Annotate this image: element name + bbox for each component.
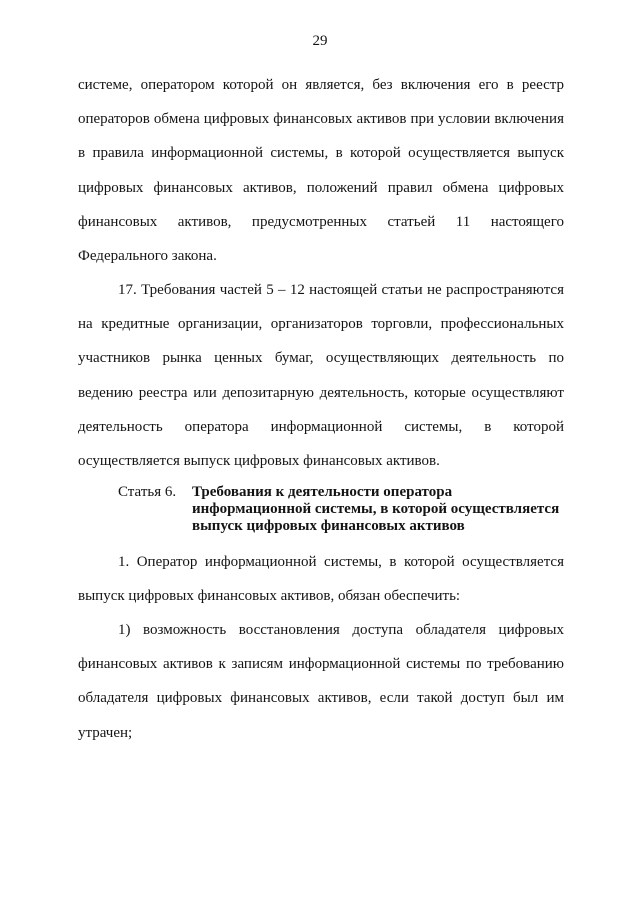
article-title-line: Требования к деятельности оператора (192, 484, 453, 500)
text-line: 1. Оператор информационной системы, в которой осуществляется (118, 554, 564, 570)
text-line: выпуск цифровых финансовых активов, обязан обеспечить: (78, 588, 461, 605)
article-label: Статья 6. (118, 484, 177, 500)
text-line: на кредитные организации, организаторов торговли, профессиональных (78, 316, 564, 333)
text-line: обладателя цифровых финансовых активов, если такой доступ был им (78, 690, 564, 707)
text-line: в правила информационной системы, в которой осуществляется выпуск (78, 145, 564, 162)
text-line: деятельность оператора информационной системы, в которой (78, 418, 564, 435)
page-number: 29 (312, 33, 328, 49)
text-line: операторов обмена цифровых финансовых активов при условии включения (78, 111, 564, 128)
paragraph-continuation (78, 68, 564, 273)
text-line: утрачен; (78, 724, 133, 741)
text-line: 17. Требования частей 5 – 12 настоящей статьи не распространяются (118, 282, 564, 298)
article-title-line: информационной системы, в которой осуществляется (192, 501, 560, 517)
paragraph-item-17 (78, 273, 564, 478)
text-line: 1) возможность восстановления доступа обладателя цифровых (118, 622, 564, 638)
text-line: осуществляется выпуск цифровых финансовых активов. (78, 453, 440, 470)
text-line: Федерального закона. (78, 248, 217, 265)
text-line: финансовых активов к записям информационной системы по требованию (78, 656, 564, 673)
text-line: системе, оператором которой он является, без включения его в реестр (78, 77, 564, 93)
paragraph-item-1 (78, 545, 564, 613)
article-title (192, 484, 572, 535)
text-line: финансовых активов, предусмотренных статьей 11 настоящего (78, 213, 564, 230)
text-line: участников рынка ценных бумаг, осуществляющих деятельность по (78, 350, 564, 367)
text-line: цифровых финансовых активов, положений правил обмена цифровых (78, 179, 564, 196)
paragraph-subitem-1 (78, 613, 564, 750)
text-line: ведению реестра или депозитарную деятельность, которые осуществляют (78, 384, 564, 401)
article-title-line: выпуск цифровых финансовых активов (192, 518, 465, 534)
